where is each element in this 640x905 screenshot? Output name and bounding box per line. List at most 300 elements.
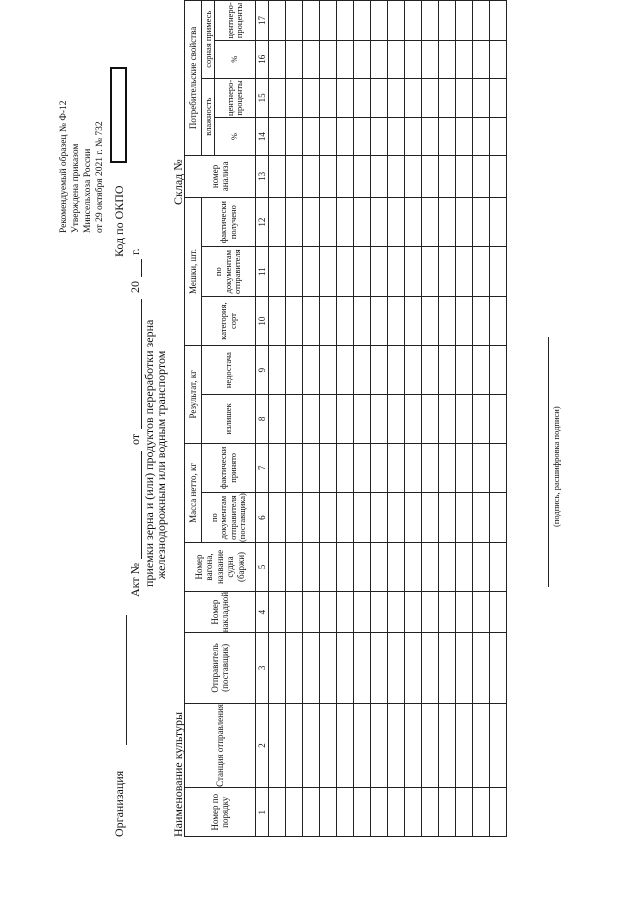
table-cell[interactable] bbox=[269, 197, 286, 246]
table-cell[interactable] bbox=[354, 788, 371, 837]
table-cell[interactable] bbox=[337, 543, 354, 592]
table-cell[interactable] bbox=[354, 1, 371, 41]
table-cell[interactable] bbox=[473, 297, 490, 346]
act-subtitle-1: приемки зерна и (или) продуктов переработки зерна bbox=[142, 319, 156, 587]
table-cell[interactable] bbox=[439, 155, 456, 197]
table-cell[interactable] bbox=[388, 155, 405, 197]
table-cell[interactable] bbox=[337, 197, 354, 246]
table-cell[interactable] bbox=[303, 543, 320, 592]
table-cell[interactable] bbox=[303, 703, 320, 788]
table-cell[interactable] bbox=[405, 1, 422, 41]
table-cell[interactable] bbox=[286, 118, 303, 156]
table-cell[interactable] bbox=[354, 40, 371, 78]
table-row bbox=[405, 1, 422, 837]
table-cell[interactable] bbox=[286, 78, 303, 118]
table-cell[interactable] bbox=[439, 197, 456, 246]
table-cell[interactable] bbox=[269, 155, 286, 197]
group-header-moisture: влажность bbox=[202, 78, 215, 155]
table-cell[interactable] bbox=[269, 543, 286, 592]
table-cell[interactable] bbox=[269, 703, 286, 788]
table-cell[interactable] bbox=[388, 118, 405, 156]
table-cell[interactable] bbox=[303, 591, 320, 632]
table-cell[interactable] bbox=[269, 297, 286, 346]
table-cell[interactable] bbox=[456, 788, 473, 837]
table-cell[interactable] bbox=[422, 297, 439, 346]
table-cell[interactable] bbox=[456, 297, 473, 346]
table-cell[interactable] bbox=[490, 1, 507, 41]
table-cell[interactable] bbox=[490, 395, 507, 444]
table-cell[interactable] bbox=[286, 493, 303, 543]
table-cell[interactable] bbox=[371, 395, 388, 444]
table-cell[interactable] bbox=[405, 40, 422, 78]
table-row bbox=[269, 1, 286, 837]
okpo-code-box[interactable] bbox=[110, 67, 127, 163]
table-cell[interactable] bbox=[303, 1, 320, 41]
table-cell[interactable] bbox=[371, 633, 388, 703]
table-cell[interactable] bbox=[473, 78, 490, 118]
table-cell[interactable] bbox=[303, 247, 320, 297]
table-cell[interactable] bbox=[490, 197, 507, 246]
table-body bbox=[269, 1, 507, 837]
table-cell[interactable] bbox=[473, 395, 490, 444]
table-cell[interactable] bbox=[388, 297, 405, 346]
table-cell[interactable] bbox=[422, 443, 439, 492]
table-cell[interactable] bbox=[388, 703, 405, 788]
table-cell[interactable] bbox=[439, 297, 456, 346]
act-from-label: от bbox=[128, 433, 142, 445]
table-cell[interactable] bbox=[371, 788, 388, 837]
column-number-cell: 6 bbox=[256, 493, 269, 543]
table-cell[interactable] bbox=[286, 40, 303, 78]
table-cell[interactable] bbox=[473, 197, 490, 246]
table-cell[interactable] bbox=[439, 247, 456, 297]
organization-line[interactable] bbox=[126, 615, 127, 745]
col-header-number: Номер по порядку bbox=[185, 788, 256, 837]
table-cell[interactable] bbox=[371, 197, 388, 246]
column-number-cell: 10 bbox=[256, 297, 269, 346]
table-cell[interactable] bbox=[269, 40, 286, 78]
acceptance-table bbox=[184, 0, 507, 837]
group-header-bags: Мешки, шт. bbox=[185, 197, 202, 345]
column-number-cell: 9 bbox=[256, 346, 269, 395]
table-cell[interactable] bbox=[456, 247, 473, 297]
col-header-station: Станция отправления bbox=[185, 703, 256, 788]
table-cell[interactable] bbox=[269, 346, 286, 395]
table-cell[interactable] bbox=[388, 493, 405, 543]
table-cell[interactable] bbox=[337, 118, 354, 156]
table-cell[interactable] bbox=[422, 591, 439, 632]
table-cell[interactable] bbox=[473, 118, 490, 156]
table-cell[interactable] bbox=[439, 543, 456, 592]
table-cell[interactable] bbox=[320, 346, 337, 395]
table-cell[interactable] bbox=[320, 197, 337, 246]
table-cell[interactable] bbox=[303, 40, 320, 78]
table-cell[interactable] bbox=[456, 197, 473, 246]
table-cell[interactable] bbox=[303, 788, 320, 837]
table-cell[interactable] bbox=[354, 493, 371, 543]
table-cell[interactable] bbox=[286, 247, 303, 297]
header-line-4: от 29 октября 2021 г. № 732 bbox=[95, 121, 105, 233]
table-cell[interactable] bbox=[337, 633, 354, 703]
table-cell[interactable] bbox=[439, 703, 456, 788]
table-cell[interactable] bbox=[490, 118, 507, 156]
table-cell[interactable] bbox=[371, 543, 388, 592]
table-cell[interactable] bbox=[320, 788, 337, 837]
table-cell[interactable] bbox=[473, 591, 490, 632]
table-cell[interactable] bbox=[422, 155, 439, 197]
warehouse-label: Склад № bbox=[171, 159, 185, 205]
table-cell[interactable] bbox=[354, 633, 371, 703]
table-cell[interactable] bbox=[473, 703, 490, 788]
table-row bbox=[354, 1, 371, 837]
header-line-3: Минсельхоза России bbox=[83, 148, 93, 233]
table-cell[interactable] bbox=[422, 543, 439, 592]
table-row bbox=[490, 1, 507, 837]
table-cell[interactable] bbox=[473, 346, 490, 395]
table-cell[interactable] bbox=[303, 443, 320, 492]
table-cell[interactable] bbox=[405, 703, 422, 788]
table-cell[interactable] bbox=[422, 247, 439, 297]
table-cell[interactable] bbox=[473, 155, 490, 197]
table-cell[interactable] bbox=[303, 155, 320, 197]
table-cell[interactable] bbox=[490, 493, 507, 543]
table-cell[interactable] bbox=[405, 788, 422, 837]
table-cell[interactable] bbox=[388, 197, 405, 246]
table-cell[interactable] bbox=[337, 1, 354, 41]
table-cell[interactable] bbox=[337, 703, 354, 788]
table-cell[interactable] bbox=[337, 247, 354, 297]
table-cell[interactable] bbox=[371, 78, 388, 118]
table-cell[interactable] bbox=[269, 395, 286, 444]
group-header-result: Результат, кг bbox=[185, 346, 202, 444]
table-cell[interactable] bbox=[456, 493, 473, 543]
table-cell[interactable] bbox=[320, 443, 337, 492]
group-header-consumer: Потребительские свойства bbox=[185, 1, 202, 156]
table-cell[interactable] bbox=[405, 591, 422, 632]
table-cell[interactable] bbox=[269, 633, 286, 703]
table-cell[interactable] bbox=[405, 155, 422, 197]
table-cell[interactable] bbox=[388, 40, 405, 78]
table-cell[interactable] bbox=[422, 346, 439, 395]
table-cell[interactable] bbox=[422, 633, 439, 703]
table-cell[interactable] bbox=[490, 543, 507, 592]
table-cell[interactable] bbox=[371, 118, 388, 156]
table-cell[interactable] bbox=[269, 443, 286, 492]
table-cell[interactable] bbox=[286, 395, 303, 444]
table-cell[interactable] bbox=[422, 395, 439, 444]
table-cell[interactable] bbox=[269, 78, 286, 118]
table-cell[interactable] bbox=[456, 155, 473, 197]
table-cell[interactable] bbox=[456, 443, 473, 492]
table-cell[interactable] bbox=[422, 118, 439, 156]
table-cell[interactable] bbox=[439, 40, 456, 78]
table-cell[interactable] bbox=[303, 633, 320, 703]
table-cell[interactable] bbox=[354, 118, 371, 156]
table-cell[interactable] bbox=[405, 78, 422, 118]
table-cell[interactable] bbox=[490, 297, 507, 346]
table-cell[interactable] bbox=[422, 197, 439, 246]
column-number-cell: 11 bbox=[256, 247, 269, 297]
table-cell[interactable] bbox=[371, 155, 388, 197]
table-cell[interactable] bbox=[456, 346, 473, 395]
table-cell[interactable] bbox=[269, 247, 286, 297]
table-cell[interactable] bbox=[422, 78, 439, 118]
table-cell[interactable] bbox=[473, 788, 490, 837]
header-line-1: Рекомендуемый образец № Ф-12 bbox=[59, 100, 69, 233]
table-cell[interactable] bbox=[269, 118, 286, 156]
table-cell[interactable] bbox=[303, 297, 320, 346]
table-cell[interactable] bbox=[286, 543, 303, 592]
okpo-label: Код по ОКПО bbox=[112, 185, 126, 257]
col-header-mass-docs: по документам отправителя (поставщика) bbox=[202, 493, 256, 543]
table-cell[interactable] bbox=[269, 1, 286, 41]
table-cell[interactable] bbox=[371, 297, 388, 346]
table-row bbox=[303, 1, 320, 837]
table-cell[interactable] bbox=[422, 40, 439, 78]
table-cell[interactable] bbox=[371, 346, 388, 395]
table-cell[interactable] bbox=[405, 118, 422, 156]
table-cell[interactable] bbox=[303, 197, 320, 246]
table-cell[interactable] bbox=[439, 395, 456, 444]
col-header-weed-cp: центнеро-проценты bbox=[215, 1, 256, 41]
table-cell[interactable] bbox=[337, 40, 354, 78]
table-row bbox=[371, 1, 388, 837]
column-number-cell: 14 bbox=[256, 118, 269, 156]
act-year-prefix: 20 bbox=[128, 281, 142, 293]
table-cell[interactable] bbox=[490, 247, 507, 297]
table-cell[interactable] bbox=[439, 633, 456, 703]
table-cell[interactable] bbox=[320, 155, 337, 197]
table-cell[interactable] bbox=[456, 118, 473, 156]
table-cell[interactable] bbox=[456, 543, 473, 592]
table-cell[interactable] bbox=[354, 591, 371, 632]
table-cell[interactable] bbox=[371, 247, 388, 297]
table-cell[interactable] bbox=[337, 395, 354, 444]
col-header-surplus: излишек bbox=[202, 395, 256, 444]
table-cell[interactable] bbox=[354, 155, 371, 197]
table-cell[interactable] bbox=[354, 297, 371, 346]
col-header-weed-percent: % bbox=[215, 40, 256, 78]
table-row bbox=[337, 1, 354, 837]
table-cell[interactable] bbox=[490, 155, 507, 197]
table-cell[interactable] bbox=[354, 395, 371, 444]
column-number-row bbox=[256, 1, 269, 837]
table-cell[interactable] bbox=[405, 543, 422, 592]
table-cell[interactable] bbox=[456, 78, 473, 118]
table-cell[interactable] bbox=[371, 591, 388, 632]
table-cell[interactable] bbox=[269, 591, 286, 632]
act-year-suffix: г. bbox=[128, 248, 142, 255]
table-cell[interactable] bbox=[405, 197, 422, 246]
table-cell[interactable] bbox=[371, 1, 388, 41]
table-cell[interactable] bbox=[320, 395, 337, 444]
table-cell[interactable] bbox=[320, 543, 337, 592]
col-header-moisture-cp: центнеро-проценты bbox=[215, 78, 256, 118]
col-header-bags-docs: по документам отправителя bbox=[202, 247, 256, 297]
table-cell[interactable] bbox=[473, 443, 490, 492]
table-cell[interactable] bbox=[388, 395, 405, 444]
table-cell[interactable] bbox=[371, 703, 388, 788]
table-cell[interactable] bbox=[337, 591, 354, 632]
table-cell[interactable] bbox=[473, 543, 490, 592]
table-cell[interactable] bbox=[371, 40, 388, 78]
table-cell[interactable] bbox=[320, 703, 337, 788]
table-cell[interactable] bbox=[422, 493, 439, 543]
table-cell[interactable] bbox=[303, 395, 320, 444]
table-cell[interactable] bbox=[320, 40, 337, 78]
table-cell[interactable] bbox=[405, 493, 422, 543]
table-cell[interactable] bbox=[286, 443, 303, 492]
table-row bbox=[320, 1, 337, 837]
table-cell[interactable] bbox=[320, 78, 337, 118]
table-cell[interactable] bbox=[371, 443, 388, 492]
table-cell[interactable] bbox=[303, 118, 320, 156]
table-cell[interactable] bbox=[388, 788, 405, 837]
signature-caption: (подпись, расшифровка подписи) bbox=[551, 406, 561, 527]
col-header-analysis: номер анализа bbox=[185, 155, 256, 197]
table-cell[interactable] bbox=[439, 118, 456, 156]
table-cell[interactable] bbox=[286, 703, 303, 788]
table-cell[interactable] bbox=[490, 788, 507, 837]
table-cell[interactable] bbox=[405, 297, 422, 346]
table-cell[interactable] bbox=[473, 493, 490, 543]
table-cell[interactable] bbox=[354, 443, 371, 492]
col-header-sender: Отправитель (поставщик) bbox=[185, 633, 256, 703]
table-cell[interactable] bbox=[337, 443, 354, 492]
table-cell[interactable] bbox=[473, 40, 490, 78]
table-cell[interactable] bbox=[371, 493, 388, 543]
table-cell[interactable] bbox=[388, 443, 405, 492]
table-row bbox=[422, 1, 439, 837]
table-cell[interactable] bbox=[490, 443, 507, 492]
table-cell[interactable] bbox=[354, 197, 371, 246]
table-cell[interactable] bbox=[439, 493, 456, 543]
table-cell[interactable] bbox=[439, 1, 456, 41]
table-cell[interactable] bbox=[337, 493, 354, 543]
table-cell[interactable] bbox=[439, 346, 456, 395]
table-cell[interactable] bbox=[286, 346, 303, 395]
table-cell[interactable] bbox=[320, 591, 337, 632]
table-row bbox=[439, 1, 456, 837]
table-cell[interactable] bbox=[320, 118, 337, 156]
table-cell[interactable] bbox=[320, 493, 337, 543]
table-cell[interactable] bbox=[286, 1, 303, 41]
table-cell[interactable] bbox=[473, 1, 490, 41]
table-cell[interactable] bbox=[320, 297, 337, 346]
table-cell[interactable] bbox=[388, 1, 405, 41]
table-cell[interactable] bbox=[456, 633, 473, 703]
table-cell[interactable] bbox=[354, 78, 371, 118]
table-cell[interactable] bbox=[337, 155, 354, 197]
table-cell[interactable] bbox=[456, 703, 473, 788]
table-cell[interactable] bbox=[388, 591, 405, 632]
table-cell[interactable] bbox=[490, 591, 507, 632]
table-cell[interactable] bbox=[490, 633, 507, 703]
column-number-cell: 2 bbox=[256, 703, 269, 788]
col-header-bag-category: категория, сорт bbox=[202, 297, 256, 346]
table-cell[interactable] bbox=[490, 40, 507, 78]
table-cell[interactable] bbox=[286, 788, 303, 837]
table-cell[interactable] bbox=[303, 78, 320, 118]
table-cell[interactable] bbox=[269, 493, 286, 543]
crop-name-label: Наименование культуры bbox=[171, 711, 185, 837]
table-cell[interactable] bbox=[337, 346, 354, 395]
act-subtitle-2: железнодорожным или водным транспортом bbox=[154, 350, 168, 579]
table-cell[interactable] bbox=[439, 78, 456, 118]
column-number-cell: 7 bbox=[256, 443, 269, 492]
table-cell[interactable] bbox=[405, 346, 422, 395]
table-cell[interactable] bbox=[354, 543, 371, 592]
table-cell[interactable] bbox=[405, 395, 422, 444]
column-number-cell: 12 bbox=[256, 197, 269, 246]
table-cell[interactable] bbox=[320, 633, 337, 703]
table-cell[interactable] bbox=[388, 346, 405, 395]
table-row bbox=[473, 1, 490, 837]
table-cell[interactable] bbox=[286, 155, 303, 197]
table-cell[interactable] bbox=[405, 443, 422, 492]
table-cell[interactable] bbox=[320, 1, 337, 41]
column-number-cell: 4 bbox=[256, 591, 269, 632]
table-cell[interactable] bbox=[286, 197, 303, 246]
table-cell[interactable] bbox=[456, 1, 473, 41]
signature-line[interactable] bbox=[548, 337, 549, 587]
table-cell[interactable] bbox=[303, 346, 320, 395]
column-number-cell: 16 bbox=[256, 40, 269, 78]
table-cell[interactable] bbox=[439, 591, 456, 632]
act-year-line[interactable] bbox=[141, 259, 142, 277]
table-cell[interactable] bbox=[473, 247, 490, 297]
table-row bbox=[388, 1, 405, 837]
table-cell[interactable] bbox=[337, 297, 354, 346]
table-cell[interactable] bbox=[388, 633, 405, 703]
table-cell[interactable] bbox=[439, 788, 456, 837]
table-cell[interactable] bbox=[354, 247, 371, 297]
table-cell[interactable] bbox=[422, 1, 439, 41]
table-cell[interactable] bbox=[456, 40, 473, 78]
col-header-moisture-percent: % bbox=[215, 118, 256, 156]
table-cell[interactable] bbox=[286, 591, 303, 632]
table-cell[interactable] bbox=[303, 493, 320, 543]
column-number-cell: 5 bbox=[256, 543, 269, 592]
table-cell[interactable] bbox=[320, 247, 337, 297]
table-cell[interactable] bbox=[337, 788, 354, 837]
table-cell[interactable] bbox=[354, 346, 371, 395]
table-cell[interactable] bbox=[286, 297, 303, 346]
table-cell[interactable] bbox=[286, 633, 303, 703]
table-cell[interactable] bbox=[422, 703, 439, 788]
table-cell[interactable] bbox=[456, 395, 473, 444]
table-cell[interactable] bbox=[405, 247, 422, 297]
table-cell[interactable] bbox=[422, 788, 439, 837]
table-cell[interactable] bbox=[490, 78, 507, 118]
table-cell[interactable] bbox=[439, 443, 456, 492]
column-number-cell: 1 bbox=[256, 788, 269, 837]
table-cell[interactable] bbox=[490, 703, 507, 788]
group-header-mass: Масса нетто, кг bbox=[185, 443, 202, 542]
table-cell[interactable] bbox=[388, 247, 405, 297]
header-line-2: Утверждена приказом bbox=[71, 143, 81, 233]
table-cell[interactable] bbox=[269, 788, 286, 837]
table-cell[interactable] bbox=[456, 591, 473, 632]
table-cell[interactable] bbox=[354, 703, 371, 788]
table-cell[interactable] bbox=[388, 543, 405, 592]
table-cell[interactable] bbox=[490, 346, 507, 395]
table-cell[interactable] bbox=[405, 633, 422, 703]
organization-label: Организация bbox=[112, 770, 126, 837]
table-cell[interactable] bbox=[473, 633, 490, 703]
table-cell[interactable] bbox=[388, 78, 405, 118]
table-cell[interactable] bbox=[337, 78, 354, 118]
